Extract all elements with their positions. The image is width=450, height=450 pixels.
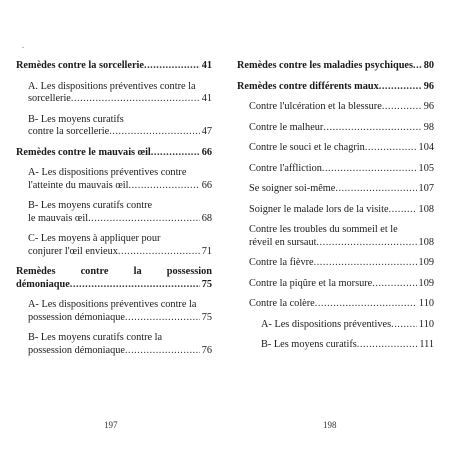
toc-entry-colere [237,298,434,311]
leader-dots [88,213,200,226]
toc-entry-maladies-psychiques [237,60,434,73]
leader-dots [314,257,417,270]
toc-page-number: 98 [423,121,434,133]
toc-entry-mauvais-oeil-c [16,233,212,258]
toc-entry-line: Contre la colère [249,298,315,309]
leader-dots [125,312,200,325]
toc-page-number: 109 [418,257,434,268]
toc-entry-mauvais-oeil-b [16,200,212,225]
toc-entry-sorcellerie-b [16,114,212,139]
toc-entry-affliction [237,163,434,176]
toc-entry-visite [237,204,434,217]
toc-entry-ulceration [237,101,434,114]
toc-column-right [237,60,434,360]
leader-dots [109,126,200,139]
toc-entry-colere-b [237,339,434,352]
leader-dots [322,163,417,176]
toc-page-number: 66 [201,146,212,158]
leader-dots [129,180,200,193]
toc-entry-justified-line [16,266,212,279]
toc-page-number: 66 [201,179,212,191]
toc-entry-line: Contre la piqûre et la morsure [249,277,373,289]
toc-entry-line: sorcellerie [28,93,71,104]
toc-page-number: 110 [418,298,434,309]
toc-entry-line: conjurer l'œil envieux [28,245,118,257]
toc-page-number: 68 [201,212,212,224]
toc-entry-line: A- Les dispositions préventives contre la [28,299,197,310]
toc-entry-line: B- Les moyens curatifs [28,113,124,125]
toc-page-number: 76 [201,344,212,356]
toc-entry-colere-a [237,319,434,332]
toc-entry-line: Contre le souci et le chagrin [249,142,365,153]
toc-entry-line: A. Les dispositions préventives contre la [28,80,196,92]
leader-dots [365,142,417,155]
leader-dots [118,246,200,259]
toc-entry-sorcellerie [16,60,212,73]
toc-word: contre [80,266,109,277]
leader-dots [413,60,422,73]
toc-entry-line: Se soigner soi-même [249,183,336,194]
toc-page-number: 47 [201,126,212,137]
leader-dots [382,101,422,114]
toc-entry-line: Contre l'ulcération et la blessure [249,101,382,112]
toc-page-number: 104 [418,142,434,153]
toc-entry-line: B- Les moyens curatifs contre la [28,332,163,343]
toc-page-number: 108 [418,203,434,215]
leader-dots [372,278,416,291]
toc-entry-differents-maux [237,81,434,94]
toc-entry-line: Contre la fièvre [249,257,314,268]
toc-entry-possession-a [16,299,212,324]
leader-dots [379,81,422,94]
toc-entry-sommeil [237,224,434,249]
toc-entry-line: contre la sorcellerie [28,126,110,137]
toc-page-number: 109 [418,277,434,289]
toc-entry-title: Remèdes contre le mauvais œil [16,146,151,158]
toc-entry-line: démoniaque [16,278,70,290]
toc-entry-possession-b [16,332,212,357]
toc-entry-line: réveil en sursaut [249,236,317,248]
leader-dots [151,147,200,160]
page-mark: . [22,41,24,50]
toc-entry-line: A- Les dispositions préventives contre [28,167,187,178]
toc-page-number: 80 [423,60,434,71]
toc-page-number: 108 [418,236,434,248]
leader-dots [357,339,418,352]
toc-page-number: 111 [419,339,434,350]
leader-dots [71,93,200,106]
toc-page-number: 105 [418,162,434,174]
toc-entry-line: A- Les dispositions préventives [261,318,392,330]
toc-page-number: 75 [201,311,212,323]
toc-entry-mauvais-oeil-a [16,167,212,192]
toc-page-number: 110 [418,318,434,330]
toc-entry-line: B- Les moyens curatifs contre [28,200,153,211]
page-number-footer: 198 [323,420,337,430]
toc-entry-title: Remèdes contre différents maux [237,80,379,92]
leader-dots [125,345,200,358]
toc-entry-piqure [237,278,434,291]
toc-entry-possession [16,266,212,291]
toc-entry-sorcellerie-a [16,81,212,106]
toc-page-number: 41 [201,60,212,71]
toc-page-number: 96 [423,80,434,92]
toc-entry-line: Contre l'affliction [249,162,322,174]
toc-word: la [133,266,142,277]
toc-entry-line: B- Les moyens curatifs [261,339,357,350]
right-page [225,0,450,450]
toc-entry-malheur [237,122,434,135]
toc-entry-soi-meme [237,183,434,196]
toc-entry-souci [237,142,434,155]
toc-page-number: 75 [201,278,212,290]
toc-word: possession [166,266,212,277]
leader-dots [323,122,421,135]
toc-page-number: 107 [418,183,434,194]
toc-entry-line: le mauvais œil [28,212,89,224]
toc-entry-line: C- Les moyens à appliquer pour [28,233,161,244]
toc-entry-line: l'atteinte du mauvais œil [28,179,129,191]
toc-page-number: 71 [201,245,212,257]
toc-word: Remèdes [16,266,56,277]
page-number-footer: 197 [104,420,118,430]
toc-entry-line: possession démoniaque [28,344,125,356]
toc-entry-line: Contre le malheur [249,121,324,133]
leader-dots [335,183,416,196]
toc-entry-title: Remèdes contre les maladies psychiques [237,60,413,71]
toc-entry-line: Contre les troubles du sommeil et le [249,224,398,235]
toc-column-left [16,60,212,365]
toc-entry-line: Soigner le malade lors de la visite [249,203,389,215]
toc-entry-mauvais-oeil [16,147,212,160]
leader-dots [391,319,417,332]
leader-dots [144,60,200,73]
toc-entry-fievre [237,257,434,270]
toc-entry-line: possession démoniaque [28,311,125,323]
toc-entry-title: Remèdes contre la sorcellerie [16,60,144,71]
leader-dots [70,279,200,292]
leader-dots [389,204,417,217]
toc-page-number: 41 [201,93,212,104]
leader-dots [316,237,416,250]
toc-page-number: 96 [423,101,434,112]
leader-dots [315,298,417,311]
